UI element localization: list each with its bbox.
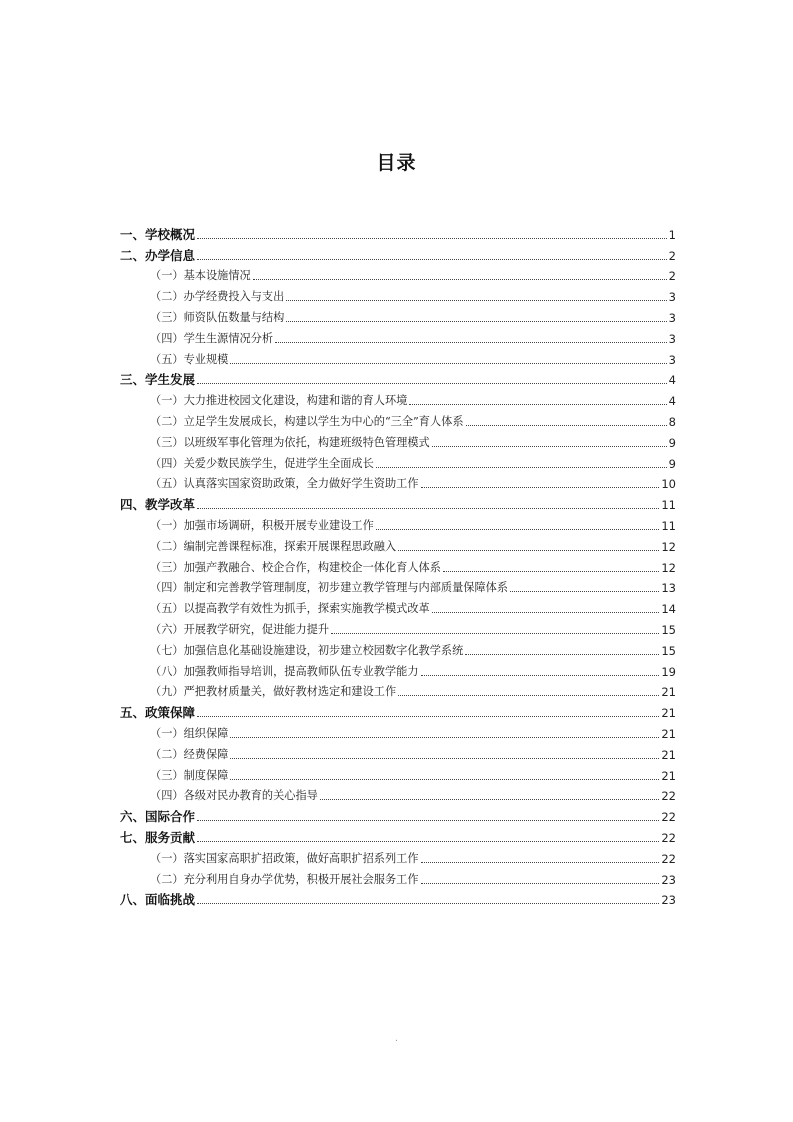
toc-entry-title: （四）关爱少数民族学生，促进学生全面成长: [150, 456, 374, 470]
toc-entry-title: 二、办学信息: [120, 247, 196, 263]
toc-dot-leader: [230, 737, 659, 738]
toc-dot-leader: [398, 695, 659, 696]
toc-section-entry[interactable]: [120, 223, 676, 244]
toc-entry-title: （三）加强产教融合、校企合作，构建校企一体化育人体系: [150, 560, 441, 574]
toc-entry-title: （五）以提高教学有效性为抓手，探索实施教学模式改革: [150, 602, 430, 616]
toc-entry-title: （二）经费保障: [150, 747, 229, 761]
toc-dot-leader: [197, 508, 659, 509]
toc-dot-leader: [409, 404, 666, 405]
toc-entry-title: （二）编制完善课程标准，探索开展课程思政融入: [150, 539, 397, 553]
toc-dot-leader: [466, 425, 667, 426]
toc-entry-title: （九）严把教材质量关，做好教材选定和建设工作: [150, 685, 397, 699]
toc-dot-leader: [197, 259, 667, 260]
toc-page-number: 22: [661, 810, 676, 825]
toc-entry-title: （二）办学经费投入与支出: [150, 290, 285, 304]
toc-page-number: 11: [661, 498, 676, 513]
toc-page-number: 23: [661, 872, 676, 887]
toc-dot-leader: [376, 529, 660, 530]
toc-subsection-entry[interactable]: [120, 535, 676, 556]
toc-subsection-entry[interactable]: [120, 556, 676, 577]
toc-page-number: 21: [661, 726, 676, 741]
toc-section-entry[interactable]: [120, 369, 676, 390]
toc-page-number: 11: [661, 518, 676, 533]
toc-entry-title: （八）加强教师指导培训，提高教师队伍专业教学能力: [150, 664, 419, 678]
toc-page-number: 21: [661, 685, 676, 700]
toc-dot-leader: [230, 363, 666, 364]
toc-section-entry[interactable]: [120, 889, 676, 910]
toc-dot-leader: [320, 799, 660, 800]
toc-dot-leader: [286, 300, 666, 301]
toc-entry-title: （四）学生生源情况分析: [150, 331, 274, 345]
toc-subsection-entry[interactable]: [120, 514, 676, 535]
toc-page-number: 22: [661, 789, 676, 804]
toc-dot-leader: [331, 633, 659, 634]
toc-entry-title: （一）基本设施情况: [150, 269, 251, 283]
toc-page-number: 3: [668, 290, 676, 305]
toc-dot-leader: [197, 383, 667, 384]
toc-subsection-entry[interactable]: [120, 618, 676, 639]
toc-page-number: 13: [661, 581, 676, 596]
toc-subsection-entry[interactable]: [120, 452, 676, 473]
toc-subsection-entry[interactable]: [120, 306, 676, 327]
toc-dot-leader: [465, 654, 659, 655]
toc-dot-leader: [398, 550, 659, 551]
toc-subsection-entry[interactable]: [120, 389, 676, 410]
toc-entry-title: （一）加强市场调研，积极开展专业建设工作: [150, 518, 374, 532]
toc-page-number: 9: [668, 435, 676, 450]
toc-page-number: 22: [661, 830, 676, 845]
toc-section-entry[interactable]: [120, 493, 676, 514]
toc-entry-title: （一）组织保障: [150, 726, 229, 740]
toc-entry-title: （一）落实国家高职扩招政策，做好高职扩招系列工作: [150, 851, 419, 865]
toc-dot-leader: [197, 841, 659, 842]
toc-entry-title: （三）以班级军事化管理为依托，构建班级特色管理模式: [150, 435, 430, 449]
toc-entry-title: 六、国际合作: [120, 809, 196, 825]
toc-entry-title: （七）加强信息化基础设施建设，初步建立校园数字化教学系统: [150, 643, 464, 657]
toc-subsection-entry[interactable]: [120, 577, 676, 598]
toc-entry-title: （六）开展教学研究，促进能力提升: [150, 622, 330, 636]
toc-entry-title: （四）各级对民办教育的关心指导: [150, 789, 318, 803]
toc-entry-title: （二）立足学生发展成长，构建以学生为中心的“三全”育人体系: [150, 414, 464, 428]
toc-dot-leader: [197, 238, 667, 239]
toc-subsection-entry[interactable]: [120, 681, 676, 702]
toc-dot-leader: [253, 279, 667, 280]
toc-page-number: 1: [668, 227, 676, 242]
toc-page-number: 4: [668, 373, 676, 388]
toc-page-number: 15: [661, 643, 676, 658]
toc-page-number: 8: [668, 414, 676, 429]
toc-dot-leader: [432, 612, 660, 613]
toc-section-entry[interactable]: [120, 701, 676, 722]
toc-page-number: 21: [661, 706, 676, 721]
toc-subsection-entry[interactable]: [120, 785, 676, 806]
toc-page-number: 4: [668, 394, 676, 409]
toc-page-number: 3: [668, 331, 676, 346]
toc-entry-title: 一、学校概况: [120, 226, 196, 242]
toc-subsection-entry[interactable]: [120, 473, 676, 494]
toc-entry-title: （一）大力推进校园文化建设，构建和谐的育人环境: [150, 394, 408, 408]
toc-page-number: 14: [661, 602, 676, 617]
toc-page-number: 21: [661, 747, 676, 762]
toc-page-number: 3: [668, 352, 676, 367]
toc-entry-title: （三）师资队伍数量与结构: [150, 310, 285, 324]
toc-dot-leader: [275, 342, 667, 343]
toc-dot-leader: [230, 758, 659, 759]
toc-entry-title: 三、学生发展: [120, 372, 196, 388]
toc-dot-leader: [421, 883, 660, 884]
toc-page-number: 15: [661, 622, 676, 637]
toc-subsection-entry[interactable]: [120, 597, 676, 618]
toc-dot-leader: [197, 820, 659, 821]
toc-subsection-entry[interactable]: [120, 722, 676, 743]
toc-dot-leader: [510, 591, 659, 592]
toc-subsection-entry[interactable]: [120, 847, 676, 868]
toc-subsection-entry[interactable]: [120, 410, 676, 431]
toc-section-entry[interactable]: [120, 826, 676, 847]
toc-dot-leader: [421, 675, 660, 676]
toc-subsection-entry[interactable]: [120, 348, 676, 369]
toc-subsection-entry[interactable]: [120, 764, 676, 785]
toc-page-number: 2: [668, 248, 676, 263]
table-of-contents: [120, 223, 676, 909]
toc-dot-leader: [197, 716, 659, 717]
toc-subsection-entry[interactable]: [120, 327, 676, 348]
toc-entry-title: （二）充分利用自身办学优势，积极开展社会服务工作: [150, 872, 419, 886]
toc-dot-leader: [286, 321, 666, 322]
toc-entry-title: 四、教学改革: [120, 497, 196, 513]
toc-page-number: 12: [661, 539, 676, 554]
toc-entry-title: （三）制度保障: [150, 768, 229, 782]
toc-entry-title: 八、面临挑战: [120, 892, 196, 908]
toc-dot-leader: [443, 571, 659, 572]
toc-page-number: 22: [661, 851, 676, 866]
toc-dot-leader: [421, 862, 660, 863]
toc-subsection-entry[interactable]: [120, 639, 676, 660]
toc-dot-leader: [432, 446, 667, 447]
page-title: 目录: [376, 152, 417, 174]
toc-entry-title: 七、服务贡献: [120, 829, 196, 845]
toc-subsection-entry[interactable]: [120, 743, 676, 764]
toc-page-number: 9: [668, 456, 676, 471]
toc-page-number: 2: [668, 269, 676, 284]
toc-dot-leader: [197, 903, 659, 904]
toc-page-number: 12: [661, 560, 676, 575]
toc-entry-title: （五）专业规模: [150, 352, 229, 366]
toc-page-number: 23: [661, 893, 676, 908]
toc-page-number: 21: [661, 768, 676, 783]
toc-section-entry[interactable]: [120, 244, 676, 265]
toc-dot-leader: [421, 487, 660, 488]
toc-subsection-entry[interactable]: [120, 431, 676, 452]
toc-subsection-entry[interactable]: [120, 265, 676, 286]
toc-entry-title: （五）认真落实国家资助政策，全力做好学生资助工作: [150, 477, 419, 491]
toc-subsection-entry[interactable]: [120, 660, 676, 681]
toc-subsection-entry[interactable]: [120, 285, 676, 306]
toc-section-entry[interactable]: [120, 805, 676, 826]
toc-page-number: 3: [668, 310, 676, 325]
toc-page-number: 10: [661, 477, 676, 492]
toc-page-number: 19: [661, 664, 676, 679]
toc-entry-title: （四）制定和完善教学管理制度，初步建立教学管理与内部质量保障体系: [150, 581, 509, 595]
toc-dot-leader: [230, 779, 659, 780]
toc-entry-title: 五、政策保障: [120, 705, 196, 721]
toc-subsection-entry[interactable]: [120, 868, 676, 889]
toc-dot-leader: [376, 467, 667, 468]
page-footer-mark: ·: [394, 1036, 399, 1047]
